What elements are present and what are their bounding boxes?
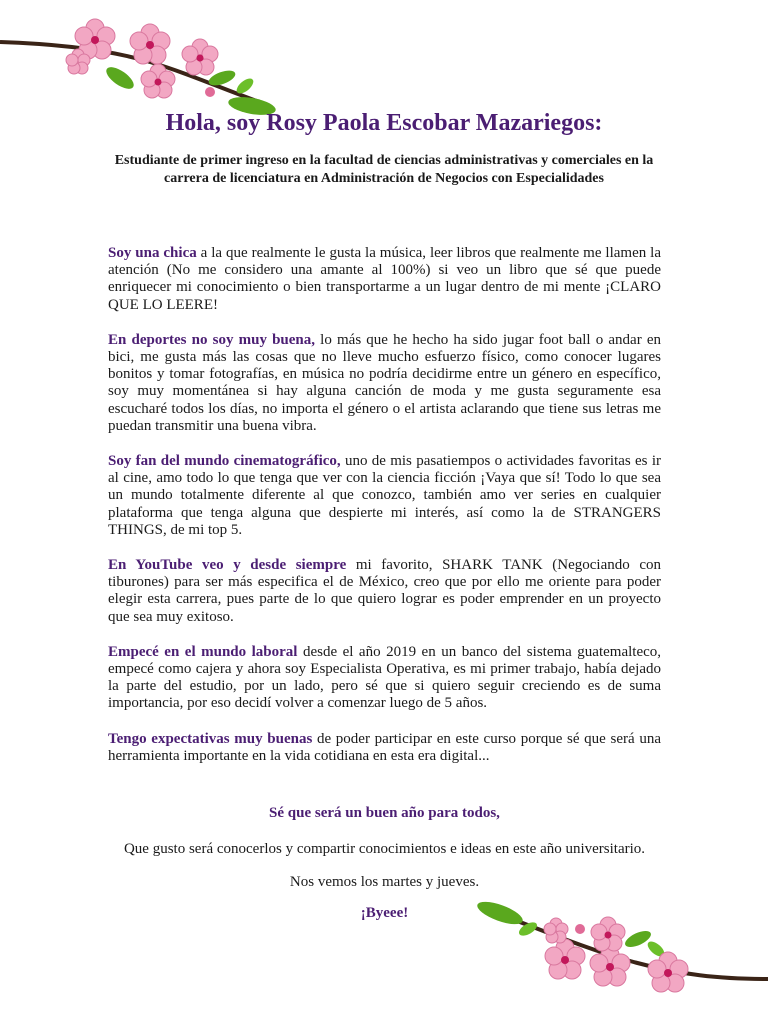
paragraph-text: mi favorito, SHARK TANK (Negociando con tiburones) para ser más especifica el de México, creo que por ello me oriente para poder elegir esta carrera, pues parte de lo que quiero lograr es poder emprender en un proyecto que sea muy exitoso. xyxy=(108,557,661,625)
page-title: Hola, soy Rosy Paola Escobar Mazariegos: xyxy=(165,110,603,136)
paragraph-lead: En YouTube veo y desde siempre xyxy=(108,557,347,574)
paragraph-lead: En deportes no soy muy buena, xyxy=(108,331,316,348)
paragraph-text: desde el año 2019 en un banco del sistema guatemalteco, empecé como cajera y ahora soy Especialista Operativa, es mi primer trabajo, había dejado la parte del estudio, por un lado, pero sé que si quiero seguir creciendo es de suma importancia, por eso decidí volver a comenzar luego de 5 años. xyxy=(108,643,662,712)
paragraph-lead: Soy fan del mundo cinematográfico, xyxy=(108,453,341,470)
paragraph-music xyxy=(108,245,661,314)
paragraph-text: de poder participar en este curso porque sé que será una herramienta importante en la vida cotidiana en esta era digital... xyxy=(108,730,661,764)
cherry-blossom-branch-bottom-icon xyxy=(470,895,768,1005)
cherry-blossom-branch-top-icon xyxy=(0,0,290,120)
closing-line-schedule: Nos vemos los martes y jueves. xyxy=(289,874,480,890)
paragraph-text: lo más que he hecho ha sido jugar foot ball o andar en bici, me gusta más las cosas que no lleve mucho esfuerzo físico, como conocer lugares bonitos y tomar fotografías, en música no podría decidirme entre un género en específico, soy muy momentánea si hay alguna canción de moda y me gusta seguramente esa escucharé todos los días, no importa el género o el artista aclarando que tiene sus letras me puedan transmitir una buena vibra. xyxy=(108,331,661,434)
paragraph-text: uno de mis pasatiempos o actividades favoritas es ir al cine, amo todo lo que tenga que ver con la ciencia ficción ¡Vaya que sí! Todo lo que sea un mundo totalmente diferente al que conozco, también amo ver series en cualquier plataforma que tenga alguna que despierte mi interés, así como la de STRANGERS THINGS, de mi top 5. xyxy=(108,453,661,538)
paragraph-cinema xyxy=(108,453,661,539)
paragraph-work xyxy=(108,644,661,713)
paragraph-lead: Empecé en el mundo laboral xyxy=(108,643,298,660)
paragraph-youtube xyxy=(108,557,661,626)
paragraph-text: a la que realmente le gusta la música, leer libros que realmente me llamen la atención (No me considero una amante al 100%) si veo un libro que sé que puede enriquecer mi conocimiento o bien transportarme a un lugar dentro de mi mente ¡CLARO QUE LO LEERE! xyxy=(108,245,661,313)
paragraph-expectations xyxy=(108,731,661,765)
closing-line-bye: ¡Byeee! xyxy=(360,905,409,921)
body-text xyxy=(108,245,661,783)
closing-line-good-year: Sé que será un buen año para todos, xyxy=(269,805,500,821)
paragraph-lead: Soy una chica xyxy=(108,245,197,261)
page-subtitle: Estudiante de primer ingreso en la facultad de ciencias administrativas y comerciales en la carrera de licenciatura en Administración de Negocios con Especialidades xyxy=(114,153,654,186)
paragraph-lead: Tengo expectativas muy buenas xyxy=(108,730,313,747)
closing-line-greeting: Que gusto será conocerlos y compartir conocimientos e ideas en este año universitario. xyxy=(123,841,646,857)
paragraph-sports xyxy=(108,332,661,435)
